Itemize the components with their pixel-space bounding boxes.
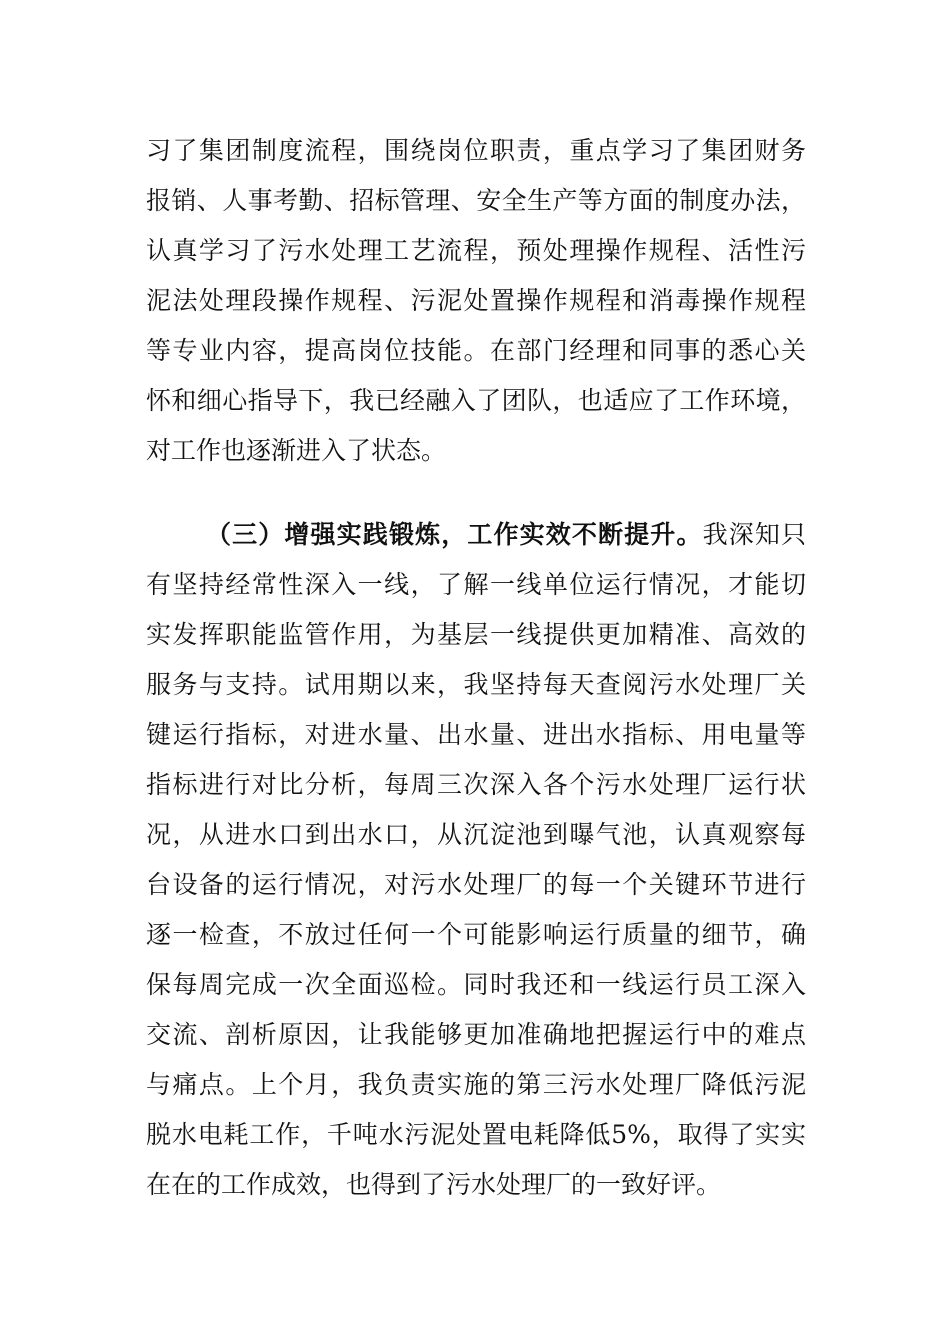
text-line: 指标进行对比分析，每周三次深入各个污水处理厂运行状 <box>146 770 806 799</box>
text-line: 与痛点。上个月，我负责实施的第三污水处理厂降低污泥 <box>146 1070 806 1099</box>
text-line: 服务与支持。试用期以来，我坚持每天查阅污水处理厂关 <box>146 670 806 699</box>
text-line: 脱水电耗工作，千吨水污泥处置电耗降低5%，取得了实实 <box>146 1120 806 1149</box>
text-line: 保每周完成一次全面巡检。同时我还和一线运行员工深入 <box>146 970 806 999</box>
paragraph-2 <box>146 510 806 1210</box>
text-line: 键运行指标，对进水量、出水量、进出水指标、用电量等 <box>146 720 806 749</box>
heading-following-text: 我深知只 <box>702 520 806 549</box>
text-line: 在在的工作成效，也得到了污水处理厂的一致好评。 <box>146 1170 722 1199</box>
paragraph-first-line <box>146 510 806 560</box>
text-line: 认真学习了污水处理工艺流程，预处理操作规程、活性污 <box>146 236 806 265</box>
text-line: 有坚持经常性深入一线，了解一线单位运行情况，才能切 <box>146 570 806 599</box>
text-line: 实发挥职能监管作用，为基层一线提供更加精准、高效的 <box>146 620 806 649</box>
text-line: 台设备的运行情况，对污水处理厂的每一个关键环节进行 <box>146 870 806 899</box>
text-line: 况，从进水口到出水口，从沉淀池到曝气池，认真观察每 <box>146 820 806 849</box>
paragraph-1 <box>146 126 806 476</box>
text-line: 泥法处理段操作规程、污泥处置操作规程和消毒操作规程 <box>146 286 806 315</box>
text-line: 逐一检查，不放过任何一个可能影响运行质量的细节，确 <box>146 920 806 949</box>
text-line: 报销、人事考勤、招标管理、安全生产等方面的制度办法， <box>146 186 806 215</box>
text-line: 等专业内容，提高岗位技能。在部门经理和同事的悉心关 <box>146 336 806 365</box>
text-line: 对工作也逐渐进入了状态。 <box>146 436 447 465</box>
text-line: 怀和细心指导下，我已经融入了团队，也适应了工作环境， <box>146 386 806 415</box>
text-line: 交流、剖析原因，让我能够更加准确地把握运行中的难点 <box>146 1020 806 1049</box>
section-heading: （三）增强实践锻炼，工作实效不断提升。 <box>206 520 703 549</box>
text-line: 习了集团制度流程，围绕岗位职责，重点学习了集团财务 <box>146 136 806 165</box>
